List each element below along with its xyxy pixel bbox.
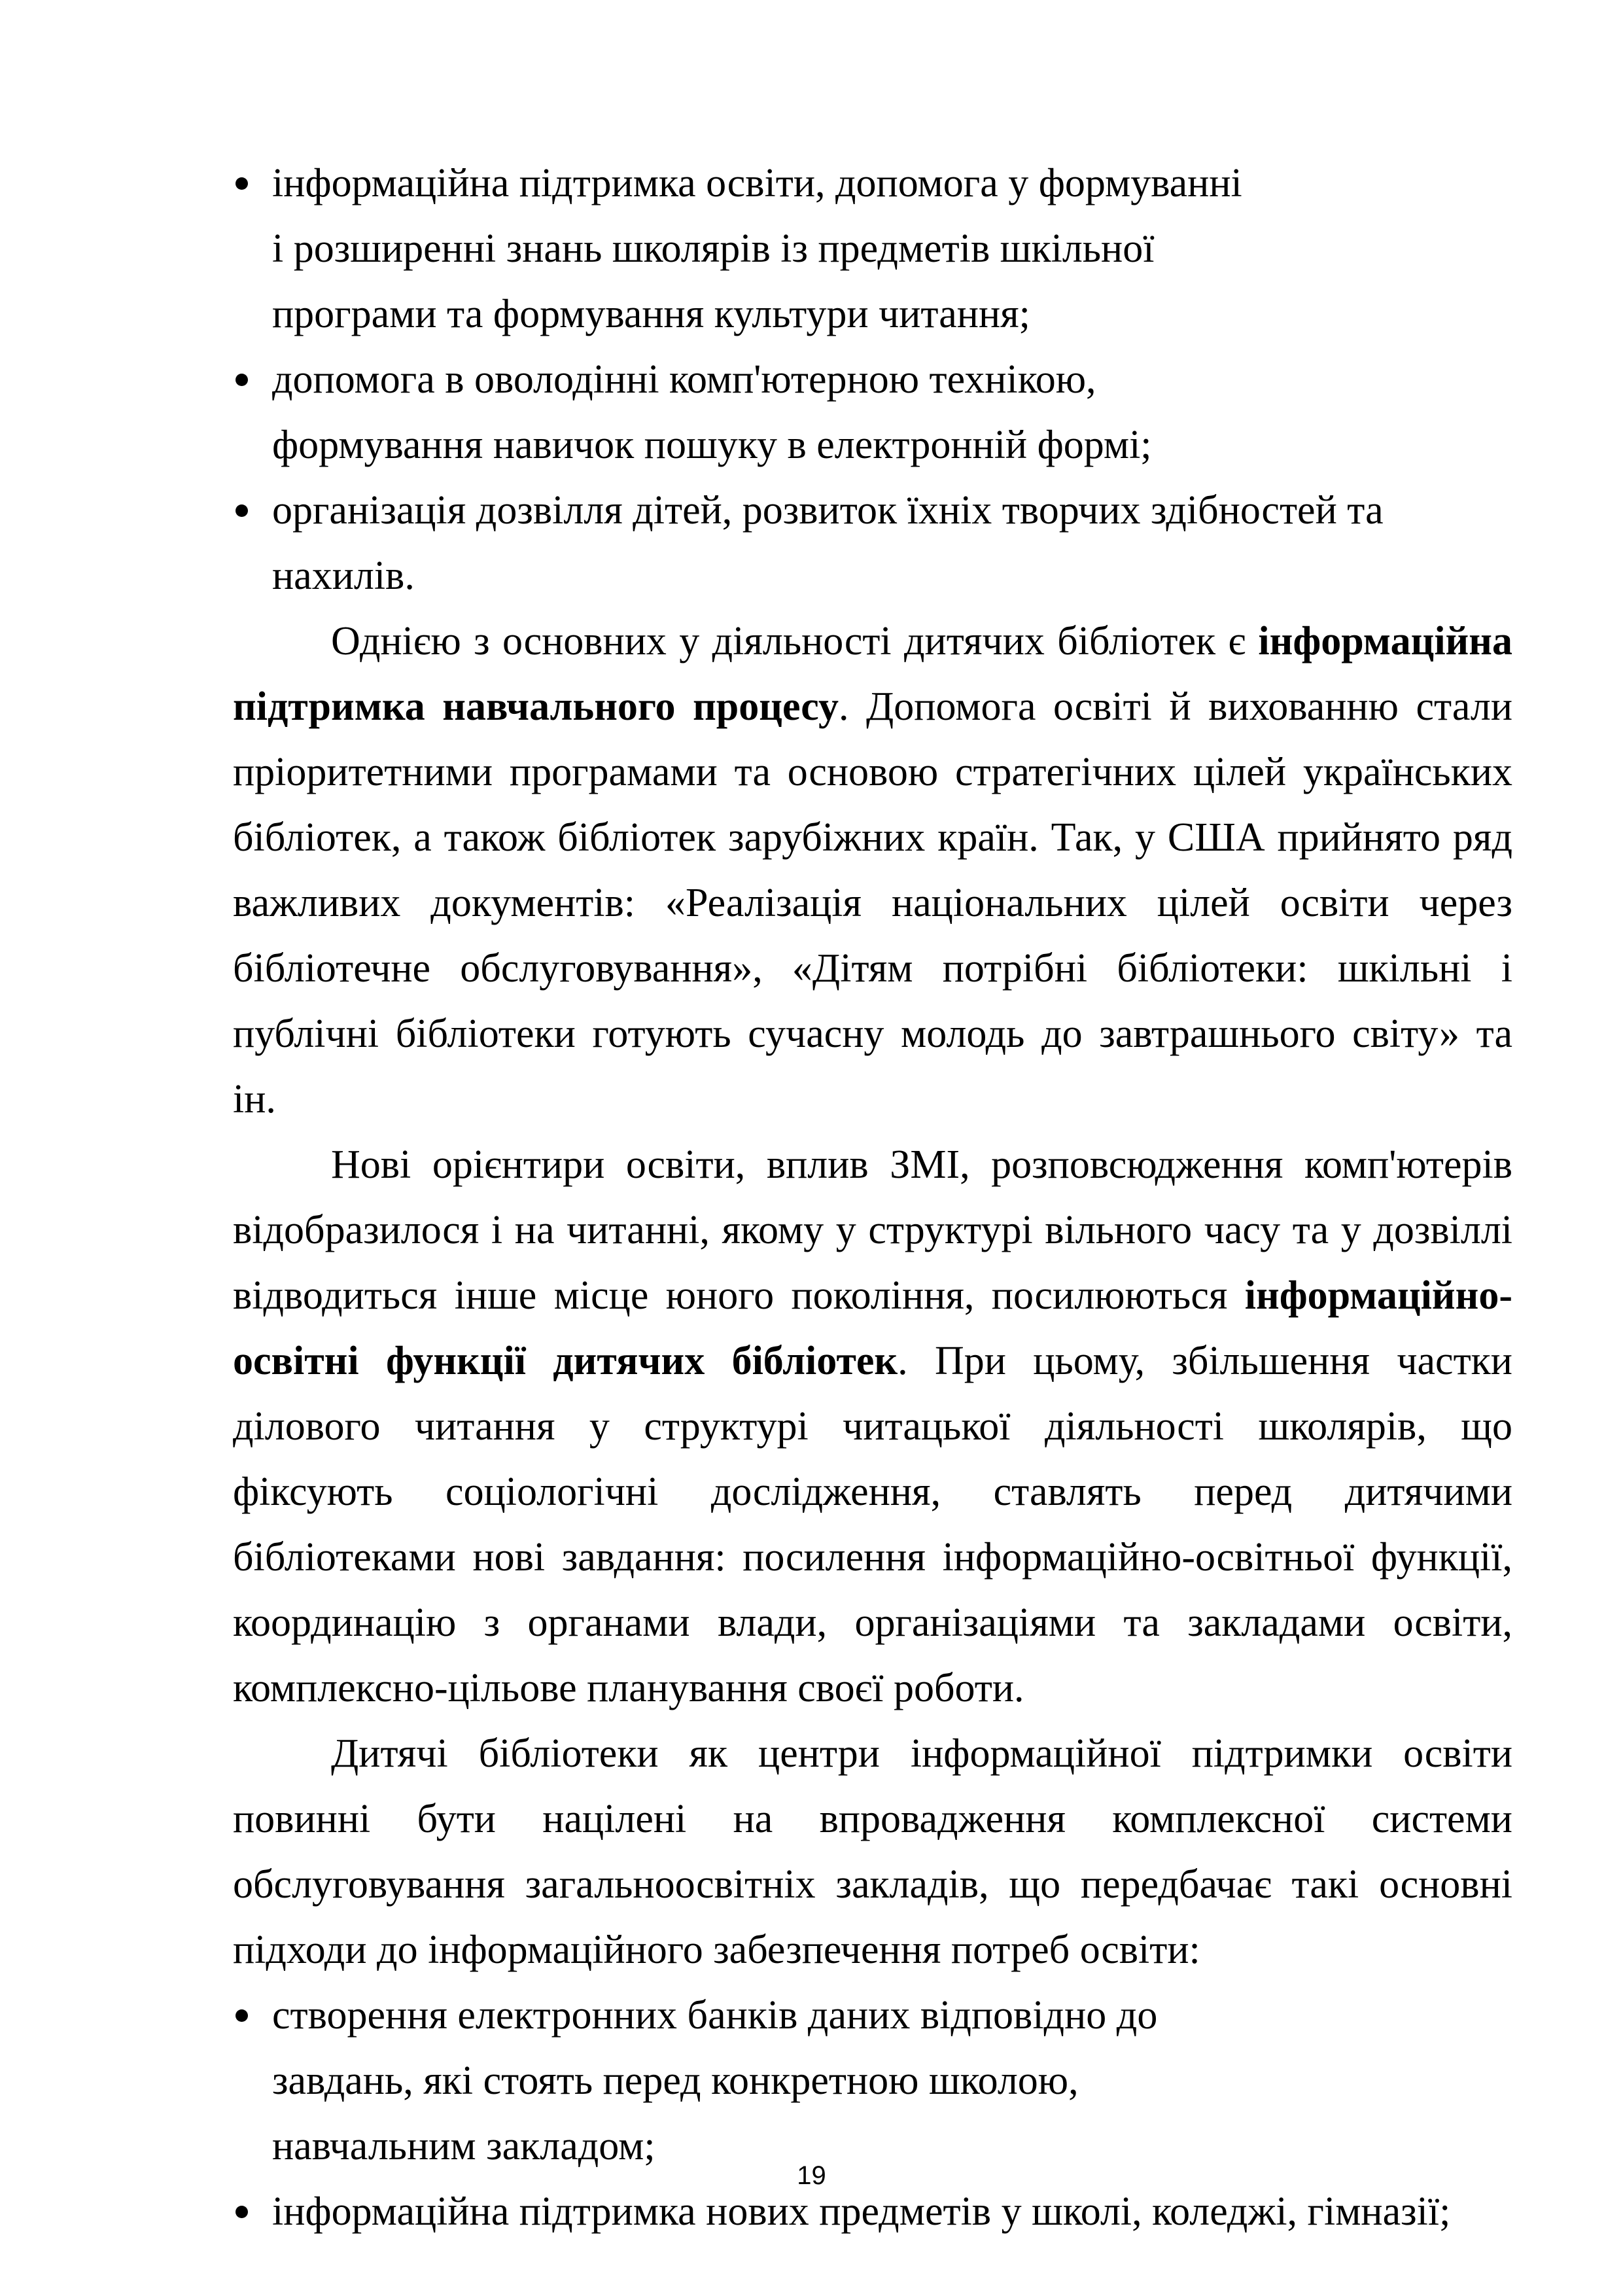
paragraph bbox=[233, 1721, 1512, 1983]
list-item-text: створення електронних банків даних відповідно до завдань, які стоять перед конкретною школою, навчальним закладом; bbox=[272, 1993, 1158, 2168]
list-item bbox=[233, 1983, 1208, 2179]
bullet-list-bottom bbox=[233, 1983, 1512, 2244]
document-body bbox=[233, 150, 1512, 2244]
paragraph-text: . При цьому, збільшення частки ділового читання у структурі читацької діяльності школярів, що фіксують соціологічні дослідження, ставлять перед дитячими бібліотеками нові завдання: посилення інформаційно-освітньої функції, координацію з органами влади, організаціями та закладами освіти, комплексно-цільове планування своєї роботи. bbox=[233, 1339, 1512, 1710]
bullet-icon bbox=[236, 2009, 248, 2022]
paragraph-text: . Допомога освіті й вихованню стали пріоритетними програмами та основою стратегічних цілей українських бібліотек, а також бібліотек зарубіжних країн. Так, у США прийнято ряд важливих документів: «Реалізація національних цілей освіти через бібліотечне обслуговування», «Дітям потрібні бібліотеки: шкільні і публічні бібліотеки готують сучасну молодь до завтрашнього світу» та ін. bbox=[233, 684, 1512, 1122]
paragraph-text: Нові орієнтири освіти, вплив ЗМІ, розповсюдження комп'ютерів відобразилося і на читанні, якому у структурі вільного часу та у дозвіллі відводиться інше місце юного покоління, посилюються bbox=[233, 1142, 1512, 1318]
bullet-icon bbox=[236, 374, 248, 386]
paragraph bbox=[233, 1132, 1512, 1721]
paragraph-bold-text: інформаційна підтримка навчального процесу bbox=[233, 619, 1512, 729]
list-item-text: інформаційна підтримка нових предметів у школі, коледжі, гімназії; bbox=[272, 2189, 1451, 2234]
paragraph-text: Дитячі бібліотеки як центри інформаційної підтримки освіти повинні бути націлені на впровадження комплексної системи обслуговування загальноосвітніх закладів, що передбачає такі основні підходи до інформаційного забезпечення потреб освіти: bbox=[233, 1731, 1512, 1972]
bullet-list-top bbox=[233, 150, 1512, 609]
list-item-text: інформаційна підтримка освіти, допомога у формуванні і розширенні знань школярів із предметів шкільної програми та формування культури читання; bbox=[272, 161, 1242, 336]
list-item-text: допомога в оволодінні комп'ютерною технікою, формування навичок пошуку в електронній формі; bbox=[272, 357, 1152, 467]
list-item-text: організація дозвілля дітей, розвиток їхніх творчих здібностей та нахилів. bbox=[272, 488, 1384, 598]
list-item bbox=[233, 347, 1195, 478]
paragraph-text: Однією з основних у діяльності дитячих бібліотек є bbox=[331, 619, 1259, 663]
bullet-icon bbox=[236, 504, 248, 517]
bullet-icon bbox=[236, 2206, 248, 2218]
page-number: 19 bbox=[797, 2161, 826, 2190]
bullet-icon bbox=[236, 177, 248, 190]
list-item bbox=[233, 150, 1247, 347]
paragraph bbox=[233, 609, 1512, 1132]
list-item bbox=[233, 478, 1512, 609]
paragraph-bold-text: інформаційно-освітні функції дитячих бібліотек bbox=[233, 1273, 1512, 1383]
